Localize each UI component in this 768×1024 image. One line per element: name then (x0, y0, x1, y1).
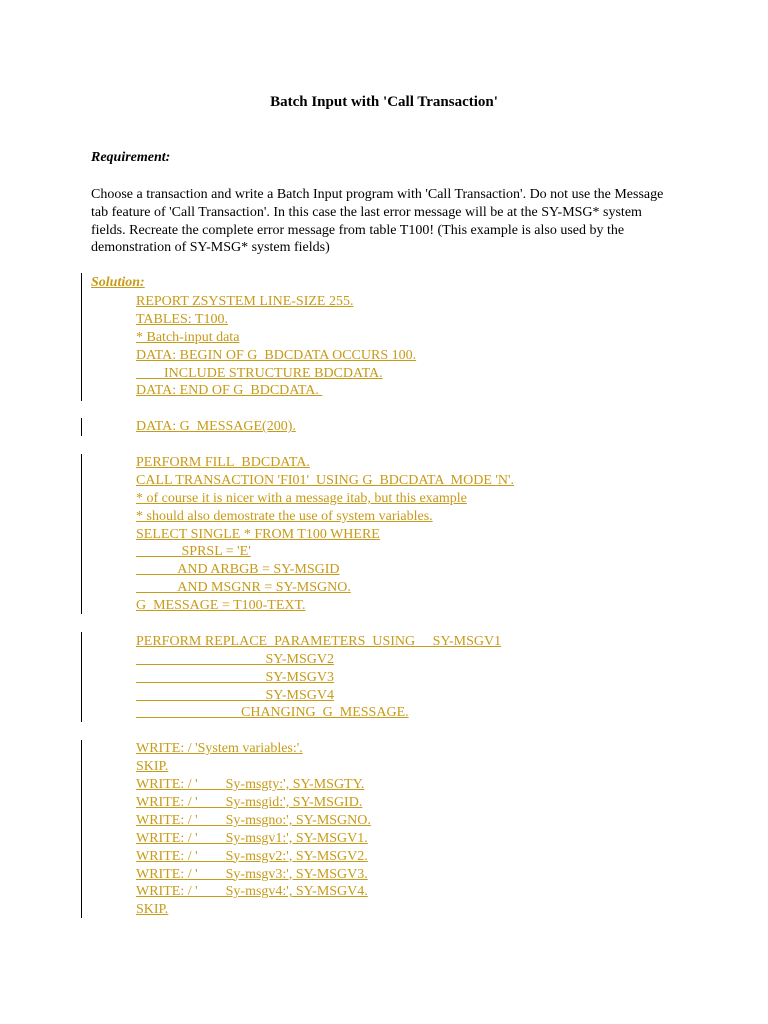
code-line (136, 382, 514, 400)
code-line (136, 651, 514, 669)
code-line (136, 329, 514, 347)
code-line-text: WRITE: / ' Sy-msgv3:', SY-MSGV3. (136, 866, 368, 882)
code-line-text: * Batch-input data (136, 329, 240, 345)
code-line-text: WRITE: / 'System variables:'. (136, 741, 303, 757)
code-line-text: WRITE: / ' Sy-msgv2:', SY-MSGV2. (136, 848, 368, 864)
code-line (136, 454, 514, 472)
code-line-text: AND ARBGB = SY-MSGID (136, 562, 340, 578)
code-line-text: SKIP. (136, 902, 169, 918)
code-line (136, 704, 514, 722)
code-line (136, 418, 514, 436)
change-bar (81, 418, 82, 436)
requirement-heading: Requirement: (91, 150, 171, 165)
code-line-text: WRITE: / ' Sy-msgv4:', SY-MSGV4. (136, 884, 368, 900)
change-bar (81, 273, 82, 401)
code-line-text: REPORT ZSYSTEM LINE-SIZE 255. (136, 294, 354, 309)
code-line (136, 669, 514, 687)
code-line (136, 561, 514, 579)
code-line (136, 633, 514, 651)
code-line-text: SKIP. (136, 759, 169, 775)
code-line-text: DATA: END OF G_BDCDATA. (136, 383, 323, 399)
code-line-text: SPRSL = 'E' (136, 544, 251, 560)
code-blank-line (136, 722, 514, 740)
code-line-text: WRITE: / ' Sy-msgty:', SY-MSGTY. (136, 777, 365, 793)
code-line (136, 776, 514, 794)
change-bar (81, 454, 82, 614)
code-line-text: PERFORM REPLACE_PARAMETERS USING SY-MSGV1 (136, 633, 502, 649)
code-line (136, 347, 514, 365)
code-listing (136, 293, 514, 919)
code-line-text: G_MESSAGE = T100-TEXT. (136, 598, 306, 614)
solution-heading: Solution: (91, 275, 145, 290)
code-line-text: CALL TRANSACTION 'FI01' USING G_BDCDATA MODE 'N'. (136, 472, 515, 488)
code-line-text: PERFORM FILL_BDCDATA. (136, 455, 310, 471)
code-line (136, 472, 514, 490)
code-line (136, 830, 514, 848)
code-line-text: SY-MSGV3 (136, 669, 334, 685)
code-line (136, 758, 514, 776)
code-line-text: WRITE: / ' Sy-msgid:', SY-MSGID. (136, 794, 363, 810)
code-blank-line (136, 400, 514, 418)
code-line-text: CHANGING G_MESSAGE. (136, 705, 409, 721)
code-line (136, 794, 514, 812)
code-line (136, 543, 514, 561)
code-line (136, 740, 514, 758)
code-line (136, 597, 514, 615)
code-line-text: * of course it is nicer with a message itab, but this example (136, 490, 467, 506)
code-line (136, 293, 514, 311)
code-line-text: TABLES: T100. (136, 311, 228, 327)
code-line-text: SELECT SINGLE * FROM T100 WHERE (136, 526, 380, 542)
code-line-text: WRITE: / ' Sy-msgv1:', SY-MSGV1. (136, 830, 368, 846)
code-line (136, 579, 514, 597)
code-line-text: SY-MSGV2 (136, 651, 334, 667)
code-line (136, 866, 514, 884)
code-line-text: INCLUDE STRUCTURE BDCDATA. (136, 365, 383, 381)
document-title: Batch Input with 'Call Transaction' (270, 94, 498, 110)
code-line-text: WRITE: / ' Sy-msgno:', SY-MSGNO. (136, 812, 371, 828)
code-line-text: AND MSGNR = SY-MSGNO. (136, 580, 351, 596)
code-line (136, 812, 514, 830)
code-line (136, 490, 514, 508)
code-line (136, 687, 514, 705)
code-line (136, 848, 514, 866)
code-line (136, 311, 514, 329)
change-bar (81, 740, 82, 918)
code-blank-line (136, 436, 514, 454)
code-blank-line (136, 615, 514, 633)
code-line-text: * should also demostrate the use of system variables. (136, 508, 433, 524)
code-line-text: DATA: G_MESSAGE(200). (136, 419, 296, 435)
code-line-text: DATA: BEGIN OF G_BDCDATA OCCURS 100. (136, 347, 417, 363)
change-bar (81, 632, 82, 722)
code-line (136, 883, 514, 901)
code-line (136, 508, 514, 526)
requirement-paragraph: Choose a transaction and write a Batch Input program with 'Call Transaction'. Do not use the Message tab feature of 'Call Transaction'. In this case the last error message will be at the SY-MSG* system fields. Recreate the complete error message from table T100! (This example is also used by the demonstration of SY-MSG* system fields) (91, 187, 664, 256)
code-line (136, 365, 514, 383)
code-line (136, 901, 514, 919)
code-line (136, 526, 514, 544)
code-line-text: SY-MSGV4 (136, 687, 334, 703)
